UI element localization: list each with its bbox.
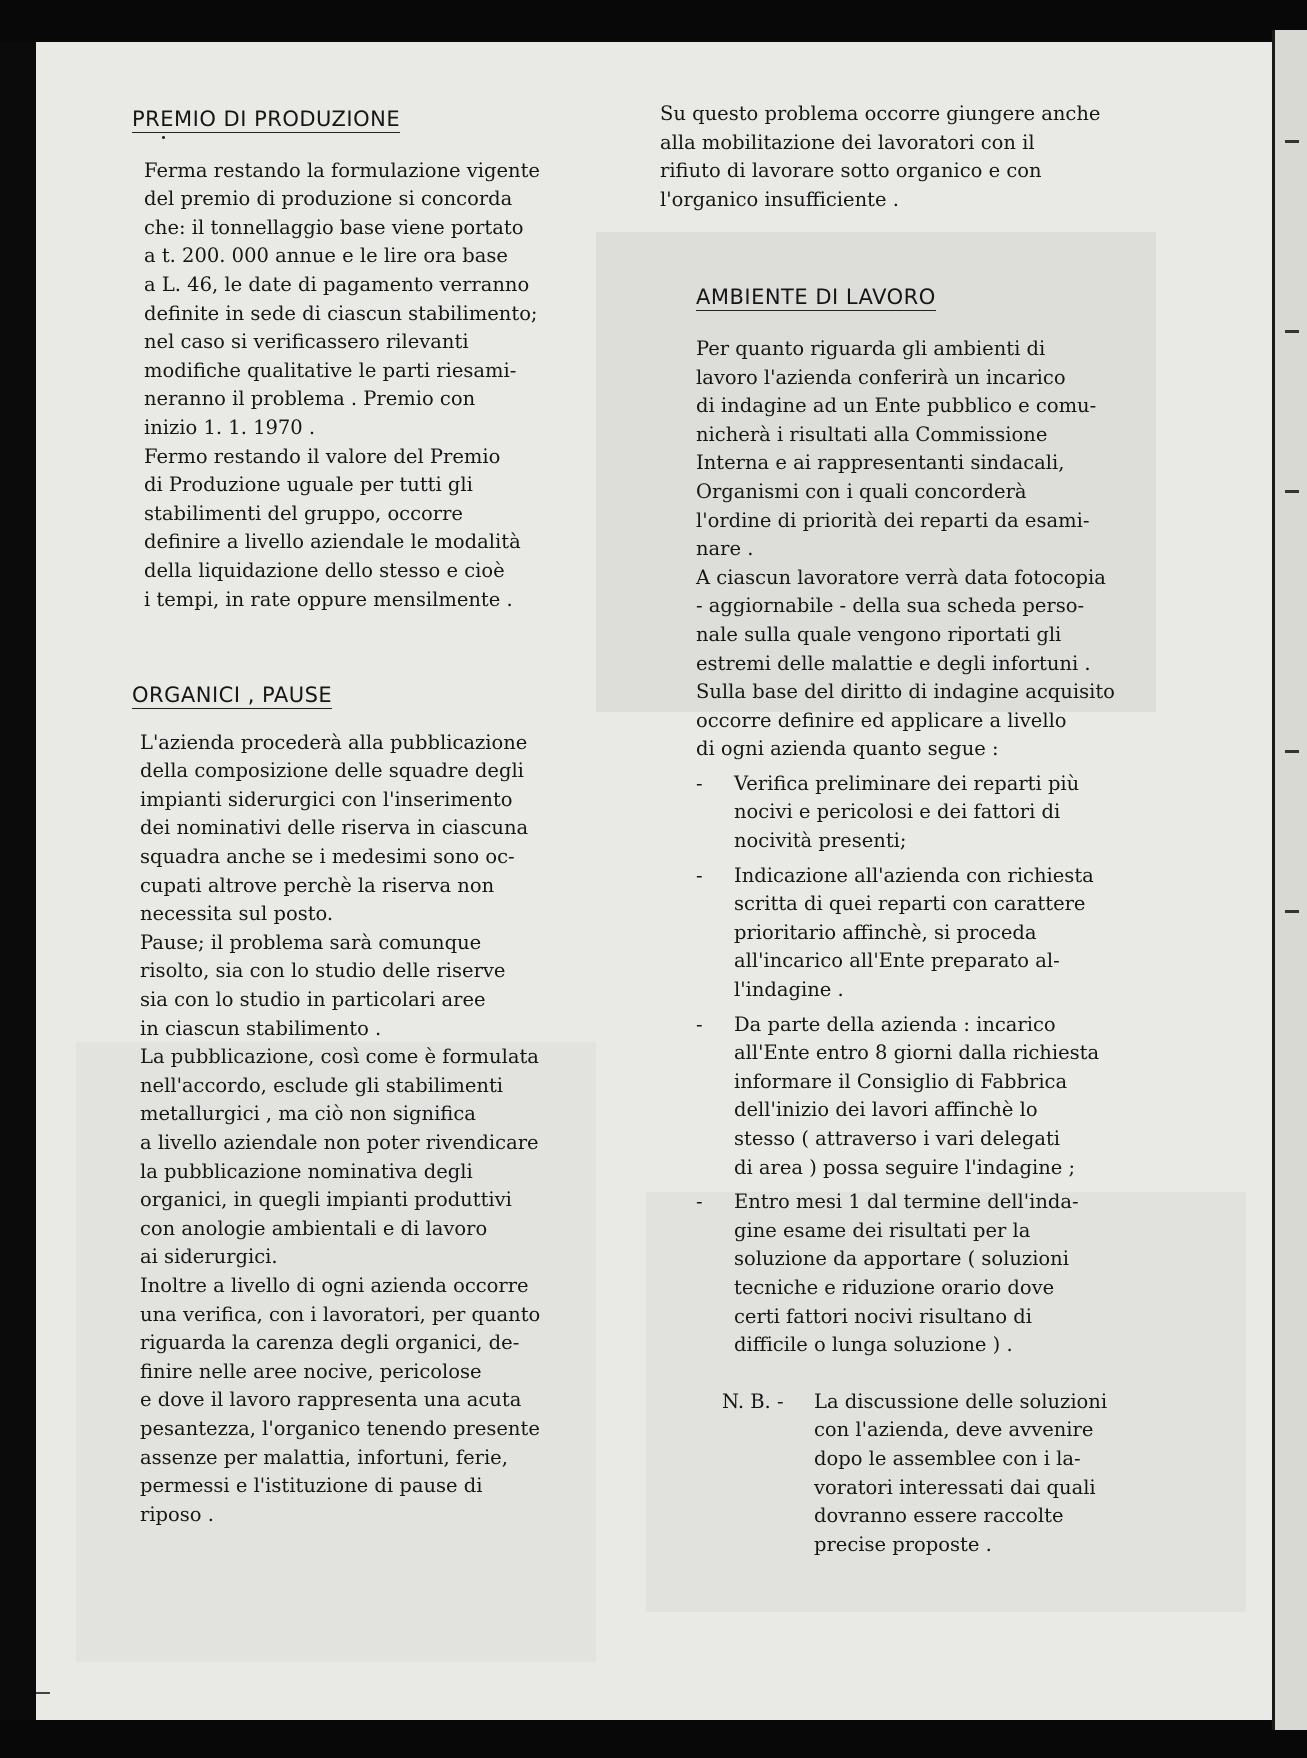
organico-intro-paragraph: Su questo problema occorre giungere anche alla mobilitazione dei lavoratori con il rifiuto di lavorare sotto organico e con l'organico insufficiente . — [660, 102, 1101, 211]
nota-bene — [696, 1388, 1272, 1560]
nota-bene-label: N. B. - — [722, 1389, 784, 1413]
adjacent-text-stub — [1285, 140, 1299, 143]
adjacent-text-stub — [1285, 750, 1299, 753]
organici-paragraph-pause: Pause; il problema sarà comunque risolto, sia con lo studio delle riserve sia con lo studio in particolari aree in ciascun stabilimento . — [140, 930, 506, 1040]
heading-premio-di-produzione: PREMIO DI PRODUZIONE — [132, 107, 401, 131]
list-item-text: Indicazione all'azienda con richiesta scritta di quei reparti con carattere prioritario affinchè, si proceda all'incarico all'Ente preparato al- l'indagine . — [734, 863, 1094, 1002]
list-dash: - — [696, 1012, 703, 1036]
heading-organici-pause: ORGANICI , PAUSE — [132, 683, 333, 708]
adjacent-text-stub — [1285, 910, 1299, 913]
adjacent-page-edge — [1272, 30, 1307, 1730]
list-dash: - — [696, 1190, 703, 1214]
organici-paragraph-verifica: Inoltre a livello di ogni azienda occorre una verifica, con i lavoratori, per quanto riguarda la carenza degli organici, de- finire nelle aree nocive, pericolose e dove il lavoro rappresenta una acuta pesantezza, l'organico tenendo presente assenze per malattia, infortuni, ferie, permessi e l'istituzione di pause di riposo . — [140, 1273, 541, 1526]
ambiente-paragraph-diritto: Sulla base del diritto di indagine acquisito occorre definire ed applicare a livello di ogni azienda quanto segue : — [696, 680, 1115, 761]
organici-paragraph-1: L'azienda procederà alla pubblicazione della composizione delle squadre degli impianti siderurgici con l'inserimento dei nominativi delle riserva in ciascuna squadra anche se i medesimi sono oc- cupati altrove perchè la riserva non necessita sul posto. — [140, 730, 529, 926]
list-item-text: Da parte della azienda : incarico all'Ente entro 8 giorni dalla richiesta informare il Consiglio di Fabbrica dell'inizio dei lavori affinchè lo stesso ( attraverso i vari delegati di area ) possa seguire l'indagine ; — [734, 1012, 1100, 1179]
left-column — [132, 106, 702, 1529]
list-item-text: Verifica preliminare dei reparti più nocivi e pericolosi e dei fattori di nocività presenti; — [734, 771, 1080, 853]
organici-paragraph-pubblicazione: La pubblicazione, così come è formulata nell'accordo, esclude gli stabilimenti metallurgici , ma ciò non significa a livello aziendale non poter rivendicare la pubblicazione nominativa degli organici, in quegli impianti produttivi con anologie ambientali e di lavoro ai siderurgici. — [140, 1045, 539, 1269]
scan-top-border — [0, 0, 1307, 42]
list-dash: - — [696, 863, 703, 887]
list-item — [696, 1188, 1272, 1360]
heading-ambiente-di-lavoro: AMBIENTE DI LAVORO — [696, 285, 936, 310]
ambiente-paragraph-fotocopia: A ciascun lavoratore verrà data fotocopia - aggiornabile - della sua scheda perso- nale sulla quale vengono riportati gli estremi delle malattie e degli infortuni . — [696, 565, 1106, 675]
premio-paragraph-2: Fermo restando il valore del Premio di Produzione uguale per tutti gli stabilimenti del gruppo, occorre definire a livello aziendale le modalità della liquidazione dello stesso e cioè i tempi, in rate oppure mensilmente . — [144, 444, 521, 611]
list-item-text: Entro mesi 1 dal termine dell'inda- gine esame dei risultati per la soluzione da apportare ( soluzioni tecniche e riduzione orario dove certi fattori nocivi risultano di difficile o lunga soluzione ) . — [734, 1190, 1079, 1357]
adjacent-text-stub — [1285, 330, 1299, 333]
nota-bene-text: La discussione delle soluzioni con l'azienda, deve avvenire dopo le assemblee con i la- voratori interessati dai quali dovranno essere raccolte precise proposte . — [814, 1389, 1108, 1556]
adjacent-text-stub — [1285, 490, 1299, 493]
list-item — [696, 862, 1272, 1005]
ambiente-paragraph-1: Per quanto riguarda gli ambienti di lavoro l'azienda conferirà un incarico di indagine ad un Ente pubblico e comu- nicherà i risultati alla Commissione Interna e ai rappresentanti sindacali, Organismi con i quali concorderà l'ordine di priorità dei reparti da esami- nare . — [696, 336, 1097, 561]
list-item — [696, 1011, 1272, 1183]
list-dash: - — [696, 771, 703, 795]
margin-tick-mark — [36, 1692, 50, 1694]
document-page — [36, 42, 1272, 1720]
right-column — [660, 100, 1272, 1559]
list-item — [696, 770, 1272, 856]
premio-paragraph-1: Ferma restando la formulazione vigente del premio di produzione si concorda che: il tonnellaggio base viene portato a t. 200. 000 annue e le lire ora base a L. 46, le date di pagamento verranno definite in sede di ciascun stabilimento; nel caso si verificassero rilevanti modifiche qualitative le parti riesami- neranno il problema . Premio con inizio 1. 1. 1970 . — [144, 158, 540, 439]
scan-bottom-border — [0, 1720, 1307, 1758]
